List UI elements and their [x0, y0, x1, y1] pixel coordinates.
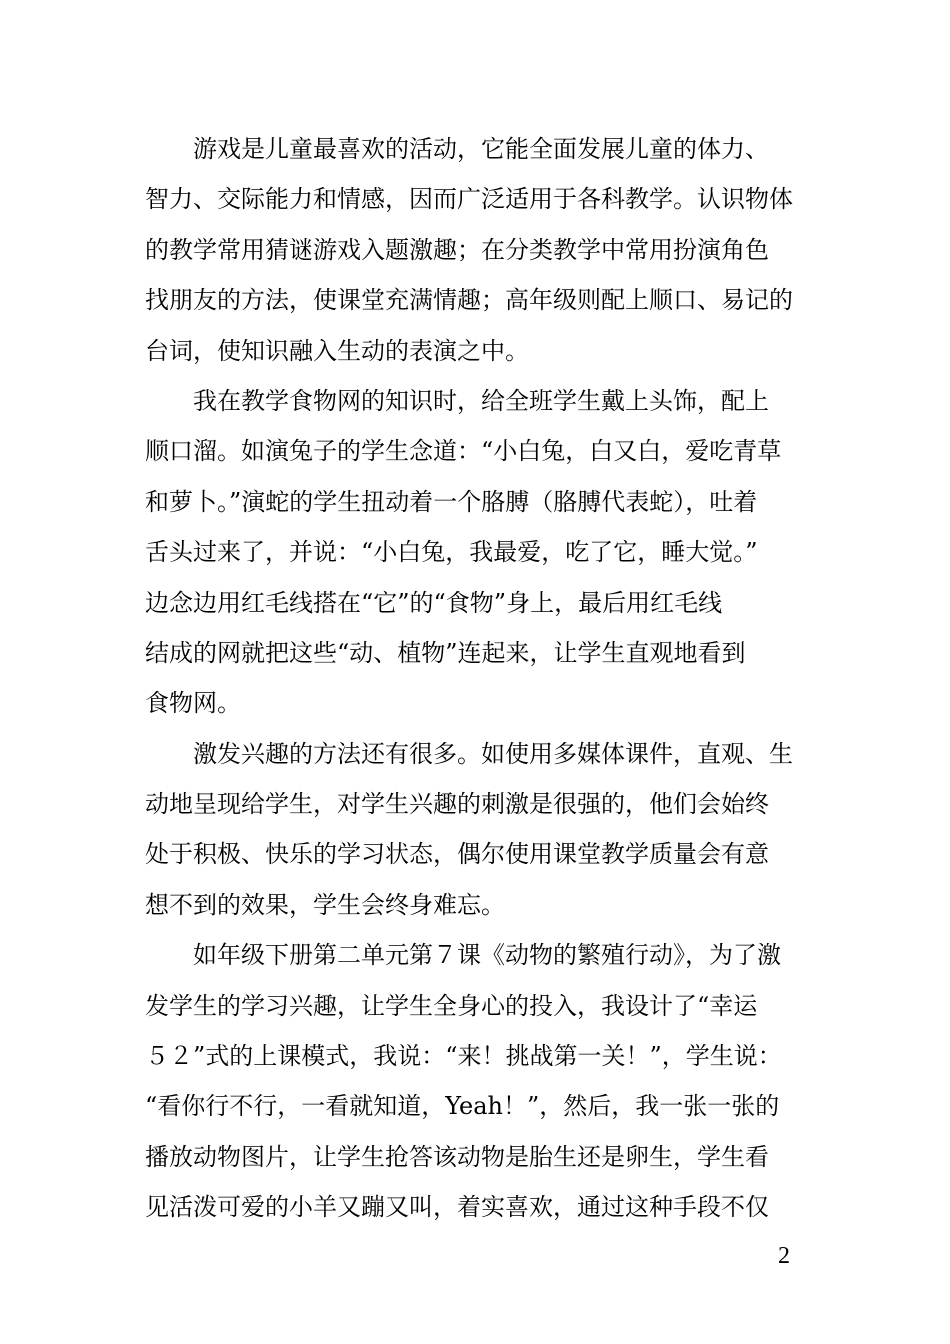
text-line: 如年级下册第二单元第７课《动物的繁殖行动》，为了激: [145, 941, 781, 970]
text-line: 台词，使知识融入生动的表演之中。: [145, 336, 529, 365]
text-line: “看你行不行，一看就知道，Yeah！”，然后，我一张一张的: [145, 1092, 780, 1121]
text-line: 边念边用红毛线搭在“它”的“食物”身上，最后用红毛线: [145, 588, 723, 617]
text-line: 想不到的效果，学生会终身难忘。: [145, 890, 505, 919]
text-line: ５２”式的上课模式，我说：“来！挑战第一关！”，学生说：: [145, 1042, 782, 1071]
text-line: 和萝卜。”演蛇的学生扭动着一个胳膊（胳膊代表蛇），吐着: [145, 487, 758, 516]
text-line: 见活泼可爱的小羊又蹦又叫，着实喜欢，通过这种手段不仅: [145, 1193, 769, 1222]
text-line: 游戏是儿童最喜欢的活动，它能全面发展儿童的体力、: [145, 135, 769, 163]
text-line: 的教学常用猜谜游戏入题激趣；在分类教学中常用扮演角色: [145, 235, 769, 264]
text-line: 食物网。: [145, 689, 241, 718]
text-line: 激发兴趣的方法还有很多。如使用多媒体课件，直观、生: [145, 739, 793, 768]
text-line: 处于积极、快乐的学习状态，偶尔使用课堂教学质量会有意: [145, 840, 769, 869]
text-line: 动地呈现给学生，对学生兴趣的刺激是很强的，他们会始终: [145, 790, 769, 819]
paragraph-2: [145, 376, 810, 729]
text-line: 发学生的学习兴趣，让学生全身心的投入，我设计了“幸运: [145, 991, 758, 1020]
paragraph-1: [145, 124, 810, 376]
text-line: 顺口溜。如演兔子的学生念道：“小白兔，白又白，爱吃青草: [145, 437, 782, 466]
document-body: [145, 124, 810, 1233]
text-line: 我在教学食物网的知识时，给全班学生戴上头饰，配上: [145, 386, 769, 415]
text-line: 播放动物图片，让学生抢答该动物是胎生还是卵生，学生看: [145, 1142, 769, 1171]
page-number: 2: [778, 1243, 790, 1269]
text-line: 结成的网就把这些“动、植物”连起来，让学生直观地看到: [145, 638, 746, 667]
text-line: 智力、交际能力和情感，因而广泛适用于各科教学。认识物体: [145, 185, 793, 214]
paragraph-3: [145, 729, 810, 931]
text-line: 找朋友的方法，使课堂充满情趣；高年级则配上顺口、易记的: [145, 286, 793, 315]
text-line: 舌头过来了，并说：“小白兔，我最爱，吃了它，睡大觉。”: [145, 538, 758, 567]
paragraph-4: [145, 930, 810, 1232]
